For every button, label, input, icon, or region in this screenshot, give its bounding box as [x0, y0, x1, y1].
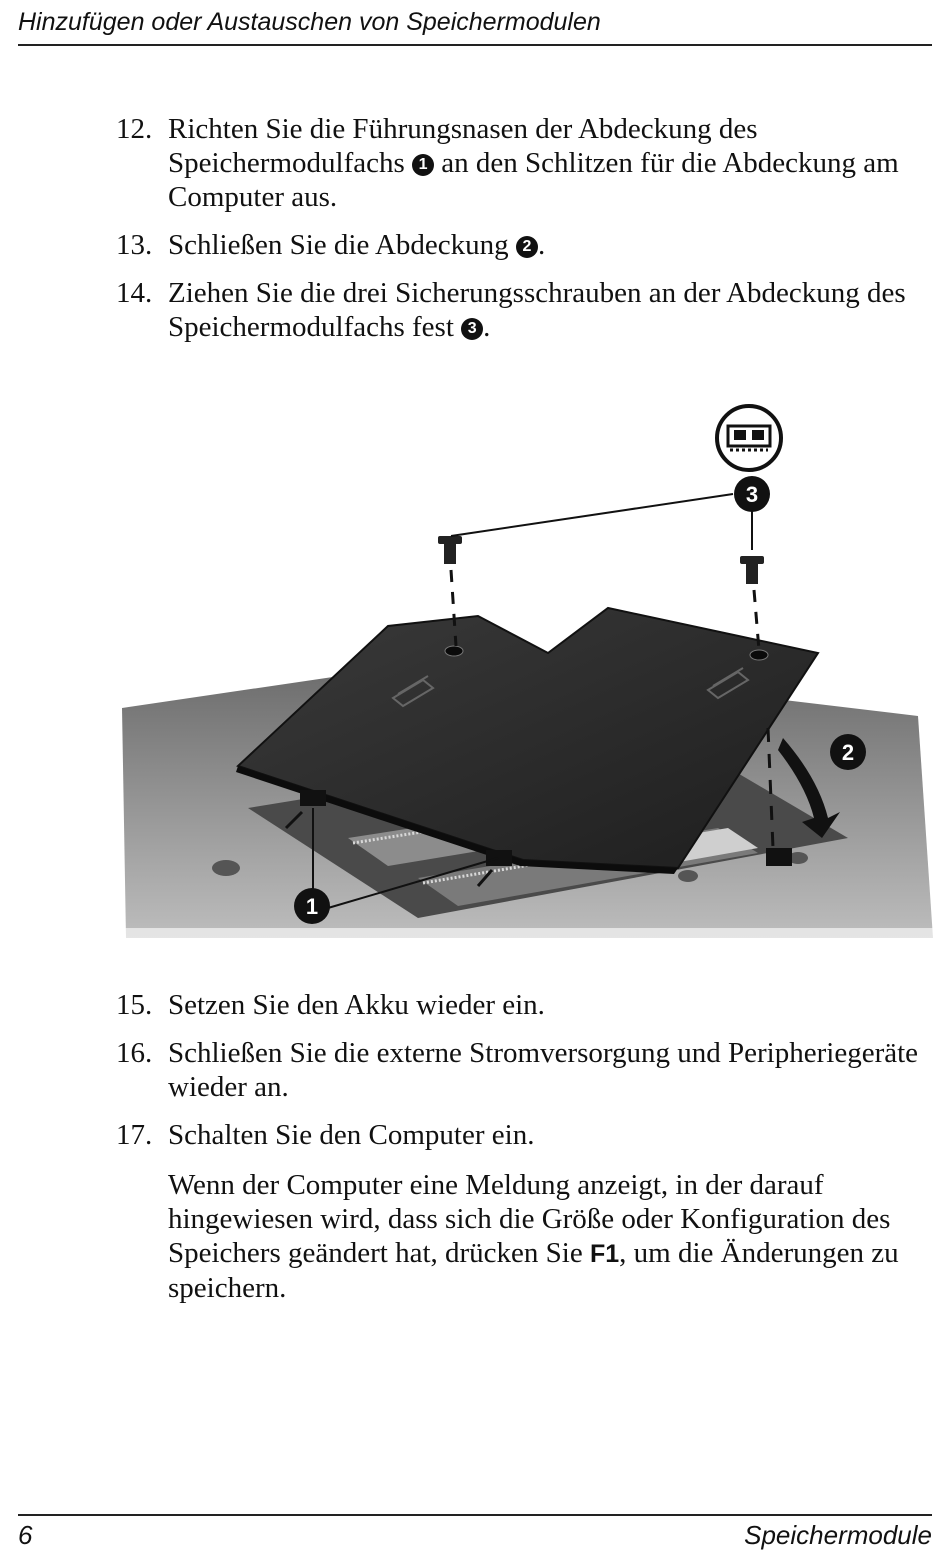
note-text-cont: , um die Änderungen zu speichern.	[168, 1237, 899, 1304]
step-number: 15.	[116, 989, 153, 1021]
footer-rule	[18, 1514, 932, 1516]
step-17	[116, 1118, 926, 1152]
header-rule	[18, 44, 932, 46]
step-number: 16.	[116, 1037, 153, 1069]
steps-list-bottom	[116, 988, 926, 1166]
step-text: Schalten Sie den Computer ein.	[168, 1119, 535, 1151]
screw-left	[438, 536, 462, 564]
step-text: Schließen Sie die Abdeckung	[168, 229, 509, 261]
figure-callout-3: 3	[745, 482, 759, 507]
running-header: Hinzufügen oder Austauschen von Speichermodulen	[18, 8, 601, 36]
callout-1-icon: 1	[412, 154, 434, 176]
callout-2-icon: 2	[516, 236, 538, 258]
step-text: Schließen Sie die externe Stromversorgung und Peripheriegeräte wieder an.	[168, 1037, 919, 1103]
step-text: Ziehen Sie die drei Sicherungsschrauben an der Abdeckung des Speichermodulfachs fest	[168, 277, 906, 343]
step-number: 14.	[116, 277, 153, 309]
note-text: Wenn der Computer eine Meldung anzeigt, in der darauf hingewiesen wird, dass sich die Größe oder Konfiguration des Speichers geändert hat, drücken Sie	[168, 1169, 891, 1269]
step-13	[116, 228, 926, 262]
screw-right	[740, 556, 764, 584]
step-text-cont: .	[537, 229, 546, 261]
step-number: 17.	[116, 1119, 153, 1151]
step-text-cont: .	[483, 311, 491, 343]
memory-cover-illustration	[118, 398, 938, 958]
key-f1: F1	[589, 1240, 620, 1268]
step-text: Setzen Sie den Akku wieder ein.	[168, 989, 545, 1021]
step-text-cont: an den Schlitzen für die Abdeckung am Computer aus.	[168, 147, 899, 213]
callout-3-icon: 3	[461, 318, 483, 340]
step-text: Richten Sie die Führungsnasen der Abdeckung des Speichermodulfachs	[168, 113, 758, 179]
step-number: 13.	[116, 229, 153, 261]
figure-callout-1: 1	[305, 894, 319, 919]
page-number: 6	[18, 1520, 33, 1550]
step-14	[116, 276, 926, 344]
step-12	[116, 112, 926, 214]
step-number: 12.	[116, 113, 153, 145]
step-15	[116, 988, 926, 1022]
memory-module-icon	[717, 406, 781, 470]
steps-list-top	[116, 112, 926, 358]
figure-callout-2: 2	[841, 740, 855, 765]
footer-section-title: Speichermodule	[744, 1520, 932, 1550]
step-17-note	[168, 1168, 928, 1305]
step-16	[116, 1036, 926, 1104]
